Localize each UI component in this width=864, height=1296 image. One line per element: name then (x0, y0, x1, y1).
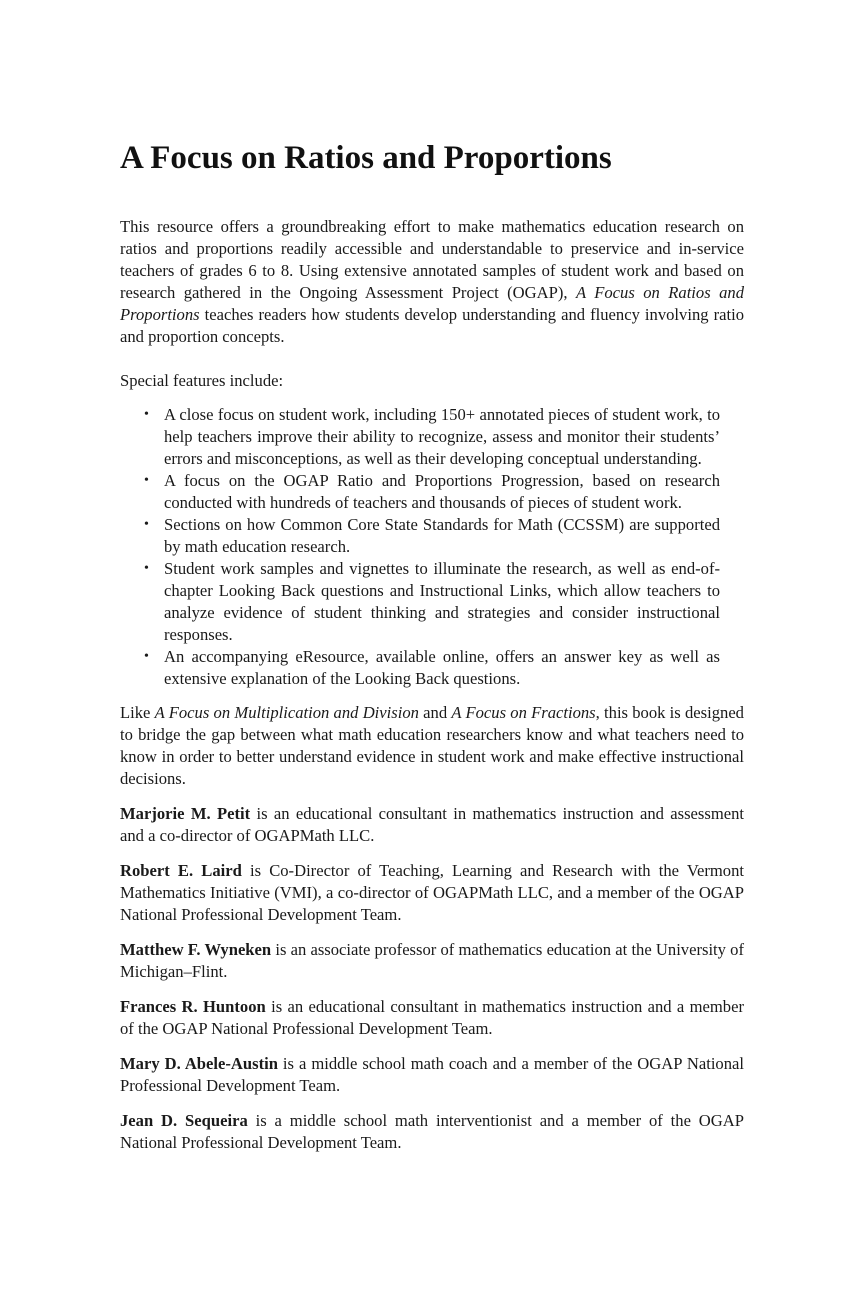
author-name: Mary D. Abele-Austin (120, 1054, 278, 1073)
author-name: Matthew F. Wyneken (120, 940, 272, 959)
feature-item: • A focus on the OGAP Ratio and Proportions Progression, based on research conducted with hundreds of teachers and thousands of pieces of student work. (164, 470, 720, 514)
intro-text-2: teaches readers how students develop understanding and fluency involving ratio and proportion concepts. (120, 305, 744, 346)
related-text-2: and (418, 703, 452, 722)
related-book-title-1: A Focus on Multiplication and Division (154, 703, 419, 722)
author-bio (120, 996, 744, 1040)
author-bio (120, 1110, 744, 1154)
author-name: Marjorie M. Petit (120, 804, 251, 823)
author-bio (120, 939, 744, 983)
intro-book-title: A Focus on Ratios and Proportions (120, 283, 744, 324)
page-title: A Focus on Ratios and Proportions (120, 140, 612, 176)
intro-text-1: This resource offers a groundbreaking effort to make mathematics education research on ratios and proportions readily accessible and understandable to preservice and in-service teachers of grades 6 to 8. Using extensive annotated samples of student work and based on research gathered in the Ongoing Assessment Project (OGAP), (120, 217, 744, 302)
author-description: is an educational consultant in mathematics instruction and assessment and a co-director of OGAPMath LLC. (120, 804, 744, 845)
author-description: is an associate professor of mathematics education at the University of Michigan–Flint. (120, 940, 744, 981)
related-book-title-2: A Focus on Fractions (451, 703, 596, 722)
author-description: is a middle school math coach and a member of the OGAP National Professional Development Team. (120, 1054, 744, 1095)
author-name: Robert E. Laird (120, 861, 242, 880)
related-text-3: , this book is designed to bridge the gap between what math education researchers know and what teachers need to know in order to better understand evidence in student work and make effective instructional decisions. (120, 703, 744, 788)
back-cover-text (120, 216, 744, 1167)
intro-paragraph (120, 216, 744, 348)
author-name: Jean D. Sequeira (120, 1111, 248, 1130)
author-description: is Co-Director of Teaching, Learning and Research with the Vermont Mathematics Initiative (VMI), a co-director of OGAPMath LLC, and a member of the OGAP National Professional Development Team. (120, 861, 745, 924)
author-bio (120, 803, 744, 847)
feature-item: • A close focus on student work, including 150+ annotated pieces of student work, to help teachers improve their ability to recognize, assess and monitor their students’ errors and misconceptions, as well as their developing conceptual understanding. (164, 404, 720, 470)
features-label: Special features include: (120, 371, 284, 390)
features-list (120, 404, 744, 690)
author-bio (120, 860, 744, 926)
author-name: Frances R. Huntoon (120, 997, 266, 1016)
feature-item: • Student work samples and vignettes to illuminate the research, as well as end-of-chapter Looking Back questions and Instructional Links, which allow teachers to analyze evidence of student thinking and strategies and consider instructional responses. (164, 558, 720, 646)
feature-item: • An accompanying eResource, available online, offers an answer key as well as extensive explanation of the Looking Back questions. (164, 646, 720, 690)
author-description: is an educational consultant in mathematics instruction and a member of the OGAP National Professional Development Team. (120, 997, 744, 1038)
feature-item: • Sections on how Common Core State Standards for Math (CCSSM) are supported by math education research. (164, 514, 720, 558)
related-books-paragraph (120, 702, 744, 790)
related-text-1: Like (120, 703, 155, 722)
author-description: is a middle school math interventionist and a member of the OGAP National Professional Development Team. (120, 1111, 744, 1152)
author-bio (120, 1053, 744, 1097)
